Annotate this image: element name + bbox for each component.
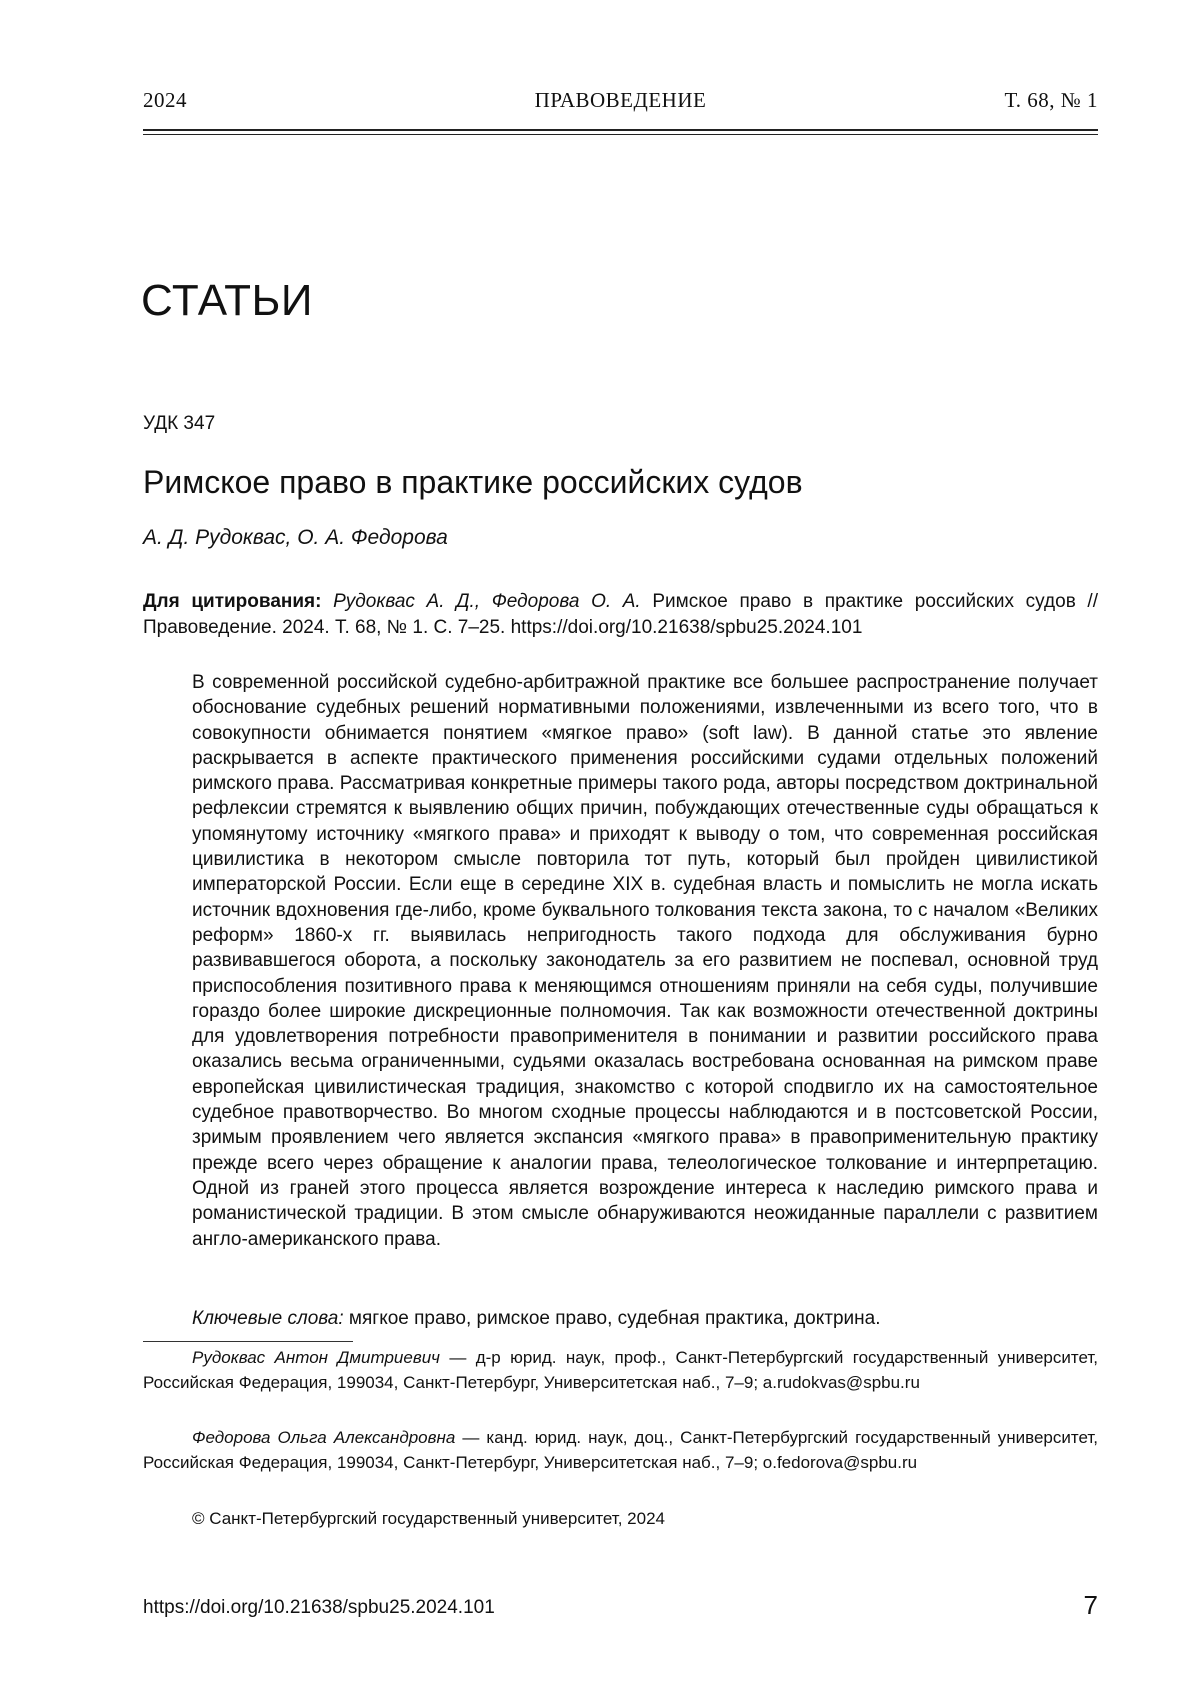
running-header bbox=[143, 88, 1098, 118]
citation-authors: Рудоквас А. Д., Федорова О. А. bbox=[333, 591, 641, 612]
article-title: Римское право в практике российских судов bbox=[143, 464, 803, 500]
keywords bbox=[192, 1308, 1098, 1330]
header-year: 2024 bbox=[143, 88, 187, 112]
citation-block bbox=[143, 589, 1098, 641]
header-issue: Т. 68, № 1 bbox=[1004, 88, 1098, 112]
section-heading: СТАТЬИ bbox=[141, 276, 314, 325]
citation-label: Для цитирования: bbox=[143, 591, 322, 612]
header-rule-thick bbox=[143, 129, 1098, 131]
author-note-name: Федорова Ольга Александровна bbox=[192, 1428, 456, 1447]
abstract: В современной российской судебно-арбитражной практике все большее распространение получает обоснование судебных решений нормативными положениями, извлеченными из всего того, что в совокупности обнимается понятием «мягкое право» (soft law). В данной статье это явление раскрывается в аспекте практического применения российскими судами отдельных положений римского права. Рассматривая конкретные примеры такого рода, авторы посредством доктринальной рефлексии стремятся к выявлению общих причин, побуждающих отечественные суды обращаться к упомянутому источнику «мягкого права» и приходят к выводу о том, что современная российская цивилистика в некотором смысле повторила тот путь, который был пройден цивилистикой императорской России. Если еще в середине XIX в. судебная власть и помыслить не могла искать источник вдохновения где-либо, кроме буквального толкования текста закона, то с началом «Великих реформ» 1860-х гг. выявилась непригодность такого подхода для обслуживания бурно развивавшегося оборота, а поскольку законодатель за его развитием не поспевал, основной труд приспособления позитивного права к меняющимся отношениям приняли на себя суды, получившие гораздо более широкие дискреционные полномочия. Так как возможности отечественной доктрины для удовлетворения потребности правоприменителя в понимании и развитии российского права оказались весьма ограниченными, судьями оказалась востребована основанная на римском праве европейская цивилистическая традиция, знакомство с которой сподвигло их на самостоятельное судебное правотворчество. Во многом сходные процессы наблюдаются и в постсоветской России, зримым проявлением чего является экспансия «мягкого права» в правоприменительную практику прежде всего через обращение к аналогии права, телеологическое толкование и интерпретацию. Одной из граней этого процесса является возрождение интереса к наследию римского права и романистической традиции. В этом смысле обнаруживаются неожиданные параллели с развитием англо-американского права. bbox=[192, 672, 1098, 1250]
footnote-rule bbox=[143, 1341, 353, 1342]
udc-code: УДК 347 bbox=[143, 413, 216, 434]
author-note-rudokvas bbox=[143, 1345, 1098, 1395]
page-number: 7 bbox=[1083, 1590, 1098, 1620]
footer-doi-link[interactable]: https://doi.org/10.21638/spbu25.2024.101 bbox=[143, 1597, 495, 1618]
header-rule-thin bbox=[143, 134, 1098, 135]
author-note-fedorova bbox=[143, 1425, 1098, 1475]
copyright-notice: © Санкт-Петербургский государственный университет, 2024 bbox=[192, 1509, 665, 1528]
article-authors: А. Д. Рудоквас, О. А. Федорова bbox=[143, 526, 448, 549]
keywords-text: мягкое право, римское право, судебная практика, доктрина. bbox=[348, 1308, 881, 1329]
author-note-text: — канд. юрид. наук, доц., Санкт-Петербургский государственный университет, Российская Федерация, 199034, Санкт-Петербург, Университетская наб., 7–9; o.fedorova@spbu.ru bbox=[143, 1428, 1098, 1472]
citation-text: Римское право в практике российских судов // Правоведение. 2024. Т. 68, № 1. С. 7–25. https://doi.org/10.21638/spbu25.2024.101 bbox=[143, 591, 1098, 638]
header-journal-name: ПРАВОВЕДЕНИЕ bbox=[534, 88, 707, 112]
author-note-text: — д-р юрид. наук, проф., Санкт-Петербургский государственный университет, Российская Федерация, 199034, Санкт-Петербург, Университетская наб., 7–9; a.rudokvas@spbu.ru bbox=[143, 1348, 1098, 1392]
keywords-label: Ключевые слова: bbox=[192, 1308, 344, 1329]
author-note-name: Рудоквас Антон Дмитриевич bbox=[192, 1348, 440, 1367]
